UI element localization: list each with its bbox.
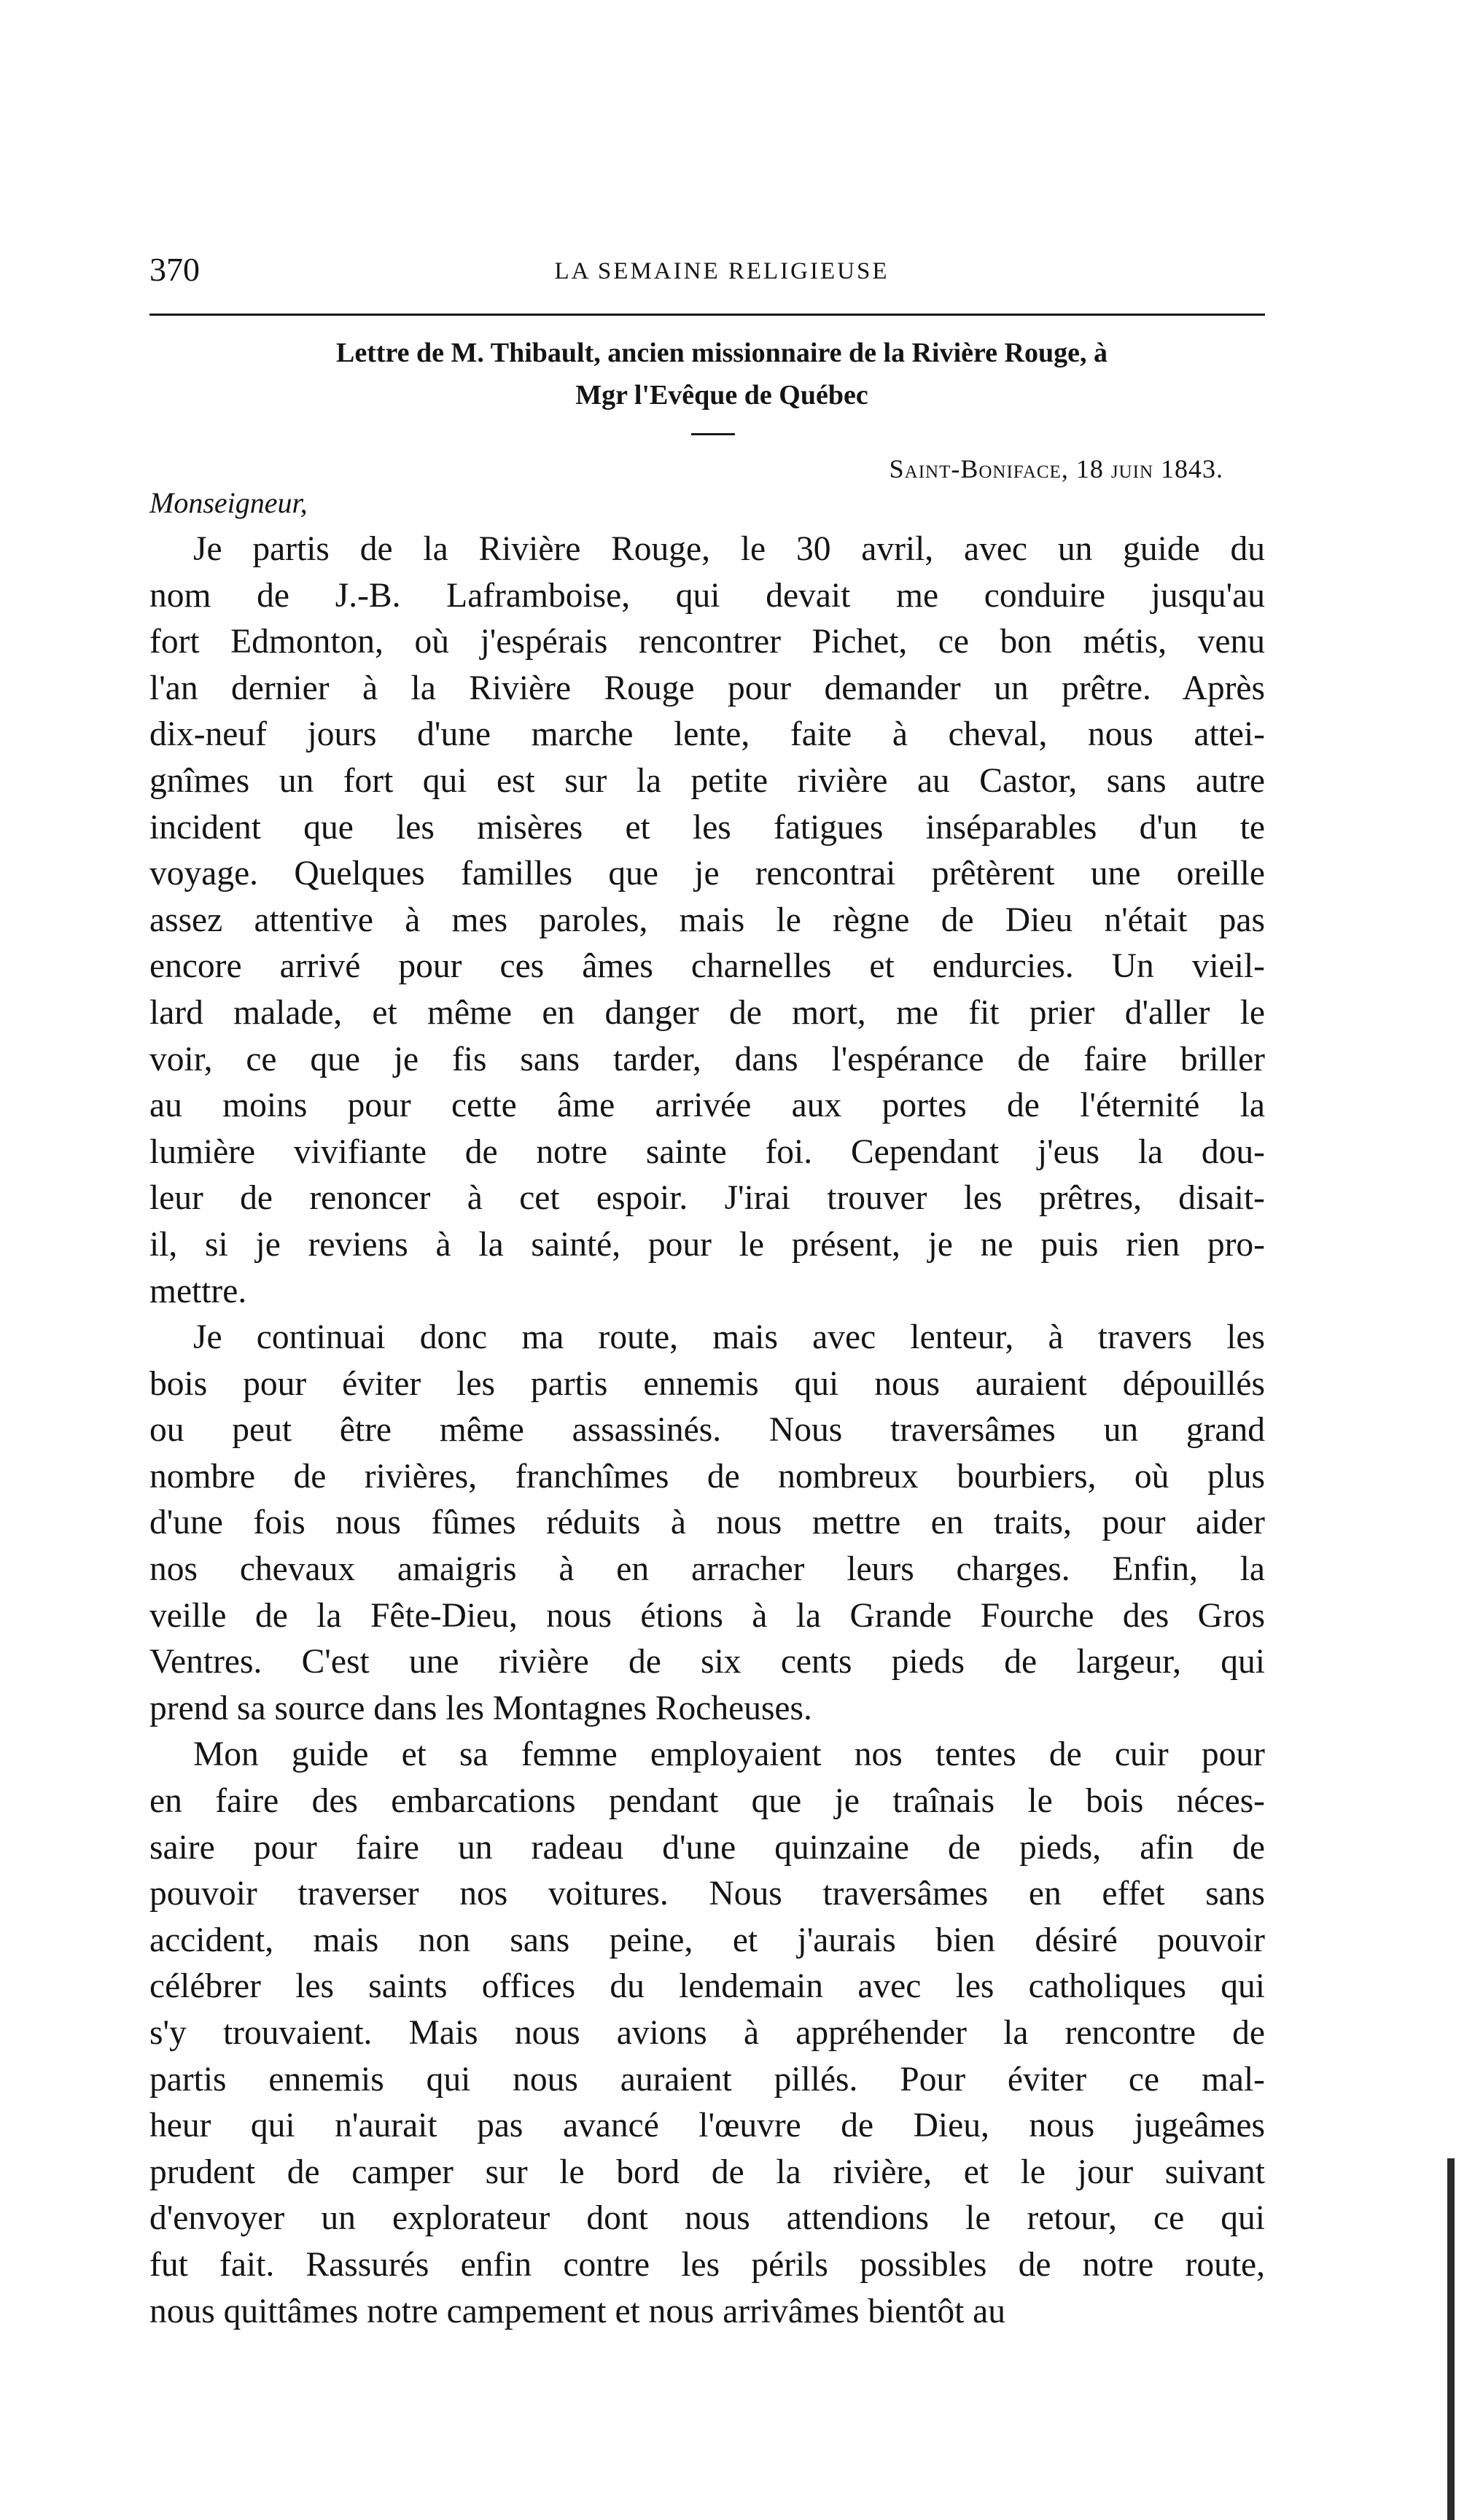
text-line: incident que les misères et les fatigues inséparables d'un te [149, 808, 1265, 847]
text-line: s'y trouvaient. Mais nous avions à appréhender la rencontre de [149, 2014, 1265, 2052]
text-line: nombre de rivières, franchîmes de nombreux bourbiers, où plus [149, 1457, 1265, 1496]
text-line: nom de J.-B. Laframboise, qui devait me conduire jusqu'au [149, 576, 1265, 615]
text-line: gnîmes un fort qui est sur la petite rivière au Castor, sans autre [149, 761, 1265, 800]
journal-title: LA SEMAINE RELIGIEUSE [554, 258, 890, 284]
text-line: voir, ce que je fis sans tarder, dans l'espérance de faire briller [149, 1040, 1265, 1078]
text-line: au moins pour cette âme arrivée aux portes de l'éternité la [149, 1086, 1265, 1125]
text-line: il, si je reviens à la sainté, pour le présent, je ne puis rien pro- [149, 1225, 1265, 1264]
text-line: heur qui n'aurait pas avancé l'œuvre de Dieu, nous jugeâmes [149, 2107, 1265, 2145]
text-line: veille de la Fête-Dieu, nous étions à la Grande Fourche des Gros [149, 1596, 1265, 1635]
paragraph [149, 1315, 1265, 1732]
paragraph [149, 526, 1265, 1315]
text-line: d'envoyer un explorateur dont nous attendions le retour, ce qui [149, 2199, 1265, 2238]
text-line: prudent de camper sur le bord de la rivière, et le jour suivant [149, 2152, 1265, 2191]
dateline: Saint-Boniface, 18 juin 1843. [889, 454, 1223, 483]
text-line: d'une fois nous fûmes réduits à nous mettre en traits, pour aider [149, 1504, 1265, 1542]
letter-body [149, 526, 1265, 2335]
text-line: saire pour faire un radeau d'une quinzaine de pieds, afin de [149, 1828, 1265, 1867]
text-line: dix-neuf jours d'une marche lente, faite à cheval, nous attei- [149, 715, 1265, 754]
text-line: Je partis de la Rivière Rouge, le 30 avril, avec un guide du [193, 530, 1265, 568]
separator-dash [691, 433, 735, 435]
page-number: 370 [149, 251, 200, 288]
text-line: leur de renoncer à cet espoir. J'irai trouver les prêtres, disait- [149, 1179, 1265, 1218]
scan-edge-mark [1447, 2158, 1455, 2520]
text-line: nos chevaux amaigris à en arracher leurs charges. Enfin, la [149, 1550, 1265, 1589]
text-line: mettre. [149, 1272, 247, 1310]
text-line: pouvoir traverser nos voitures. Nous traversâmes en effet sans [149, 1875, 1265, 1913]
text-line: encore arrivé pour ces âmes charnelles et endurcies. Un vieil- [149, 947, 1265, 986]
text-line: bois pour éviter les partis ennemis qui nous auraient dépouillés [149, 1364, 1265, 1403]
letter-heading-line-2: Mgr l'Evêque de Québec [575, 380, 868, 411]
text-line: Ventres. C'est une rivière de six cents pieds de largeur, qui [149, 1643, 1265, 1681]
letter-heading [175, 332, 1269, 416]
text-line: fort Edmonton, où j'espérais rencontrer Pichet, ce bon métis, venu [149, 623, 1265, 661]
text-line: l'an dernier à la Rivière Rouge pour demander un prêtre. Après [149, 669, 1265, 707]
text-line: fut fait. Rassurés enfin contre les périls possibles de notre route, [149, 2245, 1265, 2284]
header-rule [149, 314, 1265, 316]
text-line: Je continuai donc ma route, mais avec lenteur, à travers les [193, 1318, 1265, 1357]
letter-heading-line-1: Lettre de M. Thibault, ancien missionnaire de la Rivière Rouge, à [335, 338, 1108, 368]
text-line: voyage. Quelques familles que je rencontrai prêtèrent une oreille [149, 855, 1265, 893]
text-line: prend sa source dans les Montagnes Rocheuses. [149, 1689, 812, 1727]
text-line: accident, mais non sans peine, et j'aurais bien désiré pouvoir [149, 1921, 1265, 1959]
text-line: célébrer les saints offices du lendemain avec les catholiques qui [149, 1967, 1265, 2006]
text-line: lumière vivifiante de notre sainte foi. Cependant j'eus la dou- [149, 1132, 1265, 1171]
text-line: assez attentive à mes paroles, mais le règne de Dieu n'était pas [149, 901, 1265, 939]
paragraph [149, 1732, 1265, 2335]
text-line: nous quittâmes notre campement et nous arrivâmes bientôt au [149, 2292, 1005, 2330]
text-line: ou peut être même assassinés. Nous traversâmes un grand [149, 1411, 1265, 1450]
text-line: lard malade, et même en danger de mort, me fit prier d'aller le [149, 993, 1265, 1032]
text-line: Mon guide et sa femme employaient nos tentes de cuir pour [193, 1735, 1265, 1774]
text-line: partis ennemis qui nous auraient pillés. Pour éviter ce mal- [149, 2060, 1265, 2099]
running-head [149, 248, 1265, 292]
text-line: en faire des embarcations pendant que je traînais le bois néces- [149, 1782, 1265, 1821]
salutation: Monseigneur, [149, 486, 308, 519]
